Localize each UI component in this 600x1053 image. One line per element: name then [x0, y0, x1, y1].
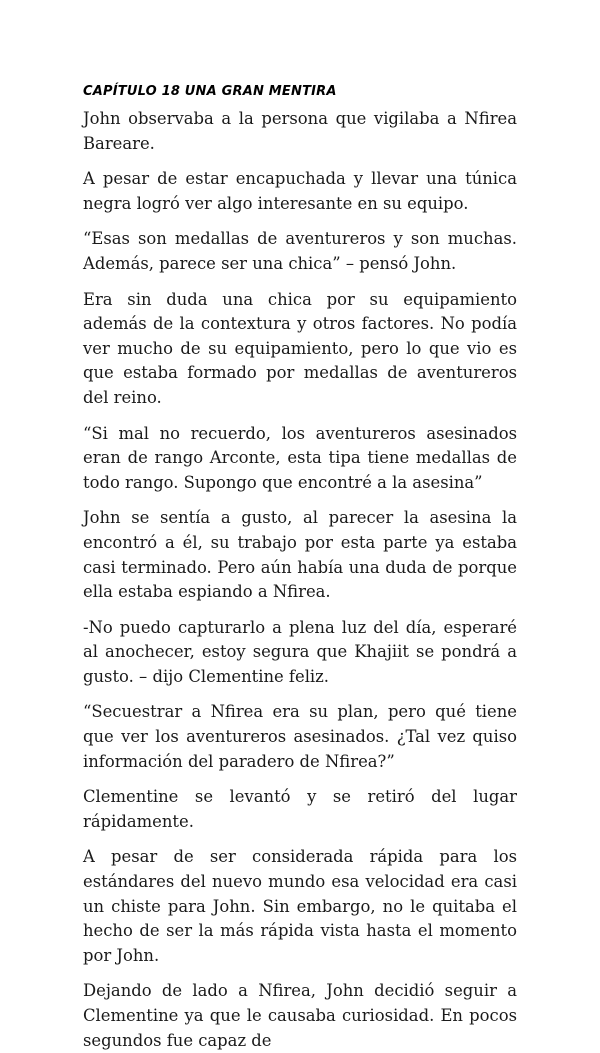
paragraph: “Esas son medallas de aventureros y son muchas. Además, parece ser una chica” – pensó John. — [83, 229, 517, 273]
paragraph: A pesar de ser considerada rápida para los estándares del nuevo mundo esa velocidad era casi un chiste para John. Sin embargo, no le quitaba el hecho de ser la más rápida vista hasta el momento por John. — [83, 847, 517, 965]
chapter-body — [83, 107, 517, 1053]
paragraph: John observaba a la persona que vigilaba a Nfirea Bareare. — [83, 109, 517, 153]
chapter-title: CAPÍTULO 18 UNA GRAN MENTIRA — [83, 84, 337, 99]
paragraph: “Secuestrar a Nfirea era su plan, pero qué tiene que ver los aventureros asesinados. ¿Tal vez quiso información del paradero de Nfirea?” — [83, 702, 517, 771]
paragraph: John se sentía a gusto, al parecer la asesina la encontró a él, su trabajo por esta parte ya estaba casi terminado. Pero aún había una duda de porque ella estaba espiando a Nfirea. — [83, 508, 517, 602]
paragraph: -No puedo capturarlo a plena luz del día, esperaré al anochecer, estoy segura que Khajiit se pondrá a gusto. – dijo Clementine feliz. — [83, 617, 517, 686]
paragraph: Dejando de lado a Nfirea, John decidió seguir a Clementine ya que le causaba curiosidad. En pocos segundos fue capaz de — [83, 981, 517, 1050]
paragraph: Clementine se levantó y se retiró del lugar rápidamente. — [83, 787, 517, 831]
paragraph: “Si mal no recuerdo, los aventureros asesinados eran de rango Arconte, esta tipa tiene medallas de todo rango. Supongo que encontré a la asesina” — [83, 423, 517, 492]
paragraph: Era sin duda una chica por su equipamiento además de la contextura y otros factores. No podía ver mucho de su equipamiento, pero lo que vio es que estaba formado por medallas de aventureros del reino. — [83, 289, 517, 407]
paragraph: A pesar de estar encapuchada y llevar una túnica negra logró ver algo interesante en su equipo. — [83, 169, 517, 213]
